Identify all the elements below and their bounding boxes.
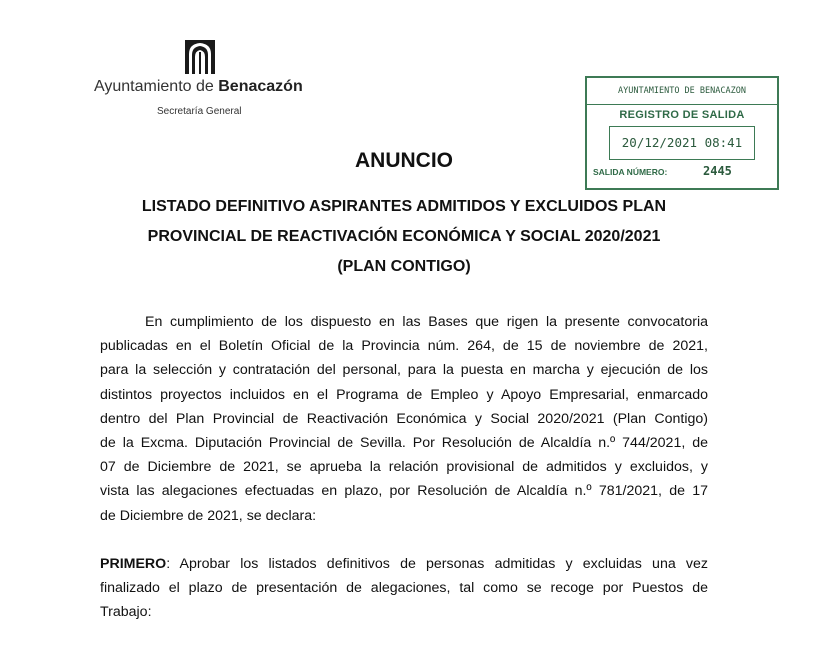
org-name: Ayuntamiento de Benacazón — [94, 78, 303, 95]
primero-label: PRIMERO — [100, 555, 167, 572]
stamp-org: AYUNTAMIENTO DE BENACAZON — [587, 78, 777, 105]
paragraph-line: finalizado el plazo de presentación de alegaciones, tal como se recoge por Puestos de — [100, 579, 708, 596]
document-subtitle — [100, 192, 708, 282]
paragraph-line: de la Excma. Diputación Provincial de Sevilla. Por Resolución de Alcaldía n.º 744/2021, de — [100, 434, 708, 451]
stamp-number-label: SALIDA NÚMERO: — [593, 167, 668, 177]
paragraph-line: vista las alegaciones efectuadas en plazo, por Resolución de Alcaldía n.º 781/2021, de 17 — [100, 483, 708, 500]
subtitle-line: LISTADO DEFINITIVO ASPIRANTES ADMITIDOS Y EXCLUIDOS PLAN — [141, 198, 667, 215]
paragraph-line — [100, 552, 708, 576]
subtitle-line: (PLAN CONTIGO) — [337, 258, 471, 275]
document-heading: ANUNCIO — [355, 149, 453, 172]
paragraph-line: dentro del Plan Provincial de Reactivación Económica y Social 2020/2021 (Plan Contigo) — [100, 410, 708, 427]
paragraph-line: 07 de Diciembre de 2021, se aprueba la relación provisional de admitidos y excluidos, y — [100, 459, 708, 476]
paragraph-line: para la selección y contratación del personal, para la puesta en marcha y ejecución de los — [100, 362, 708, 379]
stamp-datetime: 20/12/2021 08:41 — [609, 126, 755, 160]
org-department: Secretaría General — [157, 106, 242, 117]
paragraph-line: Trabajo: — [100, 604, 152, 621]
stamp-number: 2445 — [703, 164, 732, 178]
paragraph-line: En cumplimiento de los dispuesto en las Bases que rigen la presente convocatoria — [145, 314, 708, 330]
stamp-title: REGISTRO DE SALIDA — [619, 109, 745, 121]
primero-text: : Aprobar los listados definitivos de personas admitidas y excluidas una vez — [166, 555, 708, 572]
paragraph-line: de Diciembre de 2021, se declara: — [100, 507, 317, 524]
paragraph-line: publicadas en el Boletín Oficial de la Provincia núm. 264, de 15 de noviembre de 2021, — [100, 338, 708, 355]
paragraph-line: distintos proyectos incluidos en el Programa de Empleo y Apoyo Empresarial, enmarcado — [100, 386, 708, 403]
document-body — [100, 310, 708, 624]
arch-window-icon — [185, 40, 215, 74]
subtitle-line: PROVINCIAL DE REACTIVACIÓN ECONÓMICA Y SOCIAL 2020/2021 — [147, 228, 661, 245]
